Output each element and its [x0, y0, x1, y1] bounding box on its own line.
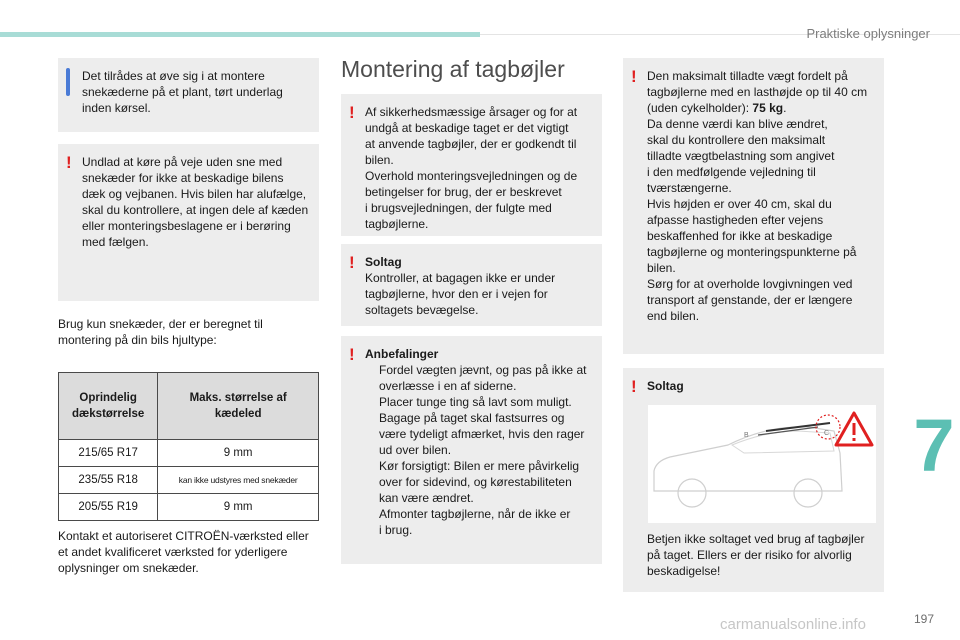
- table-cell: 205/55 R19: [59, 494, 158, 521]
- max-load-value: 75 kg: [752, 101, 784, 115]
- image-label-b: B: [744, 432, 749, 439]
- warning-triangle-icon: [836, 413, 872, 445]
- page-title: Montering af tagbøjler: [341, 56, 565, 82]
- snow-chain-table: [58, 372, 319, 521]
- car-roof-illustration: [648, 405, 876, 523]
- warning-icon: !: [631, 67, 637, 86]
- warning-text: Den maksimalt tilladte vægt fordelt på tagbøjlerne med en lasthøjde op til 40 cm (uden cykelholder): 75 kg. Da denne værdi kan blive ændret, skal du kontrollere den maksimalt tilladte vægtbelastning som angivet i den medfølgende vejledning til tværstængerne. Hvis højden er over 40 cm, skal du afpasse hastigheden efter vejens beskaffenhed for ikke at beskadige tagbøjlerne og monteringspunkterne på bilen. Sørg for at overholde lovgivningen ved transport af genstande, der er længere end bilen.: [647, 69, 868, 323]
- warning-icon: !: [66, 153, 72, 172]
- section-title: Praktiske oplysninger: [806, 26, 930, 41]
- car-roof-svg: [648, 405, 876, 523]
- table-row: [59, 440, 319, 467]
- table-cell: 235/55 R18: [59, 467, 158, 494]
- page-number: 197: [913, 612, 934, 626]
- warning-text: Kontroller, at bagagen ikke er under tagbøjlerne, hvor den er i vejen for soltagets bevægelse.: [365, 271, 556, 317]
- warning-icon: !: [349, 253, 355, 272]
- table-cell: kan ikke udstyres med snekæder: [158, 467, 319, 494]
- table-header-tyre-size: Oprindelig dækstørrelse: [59, 373, 158, 440]
- warning-box-recommendations: [341, 336, 602, 564]
- warning-box-sunroof: [341, 244, 602, 326]
- warning-box-max-load: [623, 58, 884, 354]
- warning-title: Soltag: [365, 255, 402, 269]
- chapter-tab: [908, 400, 960, 492]
- warning-icon: !: [349, 103, 355, 122]
- recommendation-list: [365, 362, 594, 538]
- warning-box-roof-bars: [341, 94, 602, 236]
- list-item: Kør forsigtigt: Bilen er mere påvirkelig over for sidevind, og kørestabiliteten kan være ændret.: [379, 459, 580, 505]
- warning-title: Anbefalinger: [365, 347, 439, 361]
- warning-box-snow-chains: [58, 144, 319, 301]
- chapter-number: 7: [913, 404, 955, 487]
- table-row: [59, 467, 319, 494]
- info-icon: [66, 68, 70, 96]
- warning-title: Soltag: [647, 379, 684, 393]
- warning-icon: !: [631, 377, 637, 396]
- chains-outro: Kontakt et autoriseret CITROËN-værksted eller et andet kvalificeret værksted for yderligere oplysninger om snekæder.: [58, 529, 309, 575]
- list-item: Fordel vægten jævnt, og pas på ikke at overlæsse i en af siderne.: [379, 363, 587, 393]
- warning-text: Undlad at køre på veje uden sne med snekæder for ikke at beskadige bilens dæk og vejbanen. Hvis bilen har alufælge, skal du kontrollere, at ingen dele af kæden eller monteringsbeslagene er i berøring med fælgen.: [82, 155, 309, 249]
- table-cell: 215/65 R17: [59, 440, 158, 467]
- watermark: carmanualsonline.info: [720, 616, 866, 633]
- table-header-link-size: Maks. størrelse af kædeled: [158, 373, 319, 440]
- table-cell: 9 mm: [158, 494, 319, 521]
- info-text: Det tilrådes at øve sig i at montere snekæderne på et plant, tørt underlag inden kørsel.: [82, 69, 283, 115]
- table-cell: 9 mm: [158, 440, 319, 467]
- info-box: [58, 58, 319, 132]
- image-label-c: C: [824, 430, 830, 437]
- warning-text: Af sikkerhedsmæssige årsager og for at undgå at beskadige taget er det vigtigt at anvende tagbøjler, der er godkendt til bilen. Overhold monteringsvejledningen og de betingelser for brug, der er beskrevet i brugsvejledningen, der fulgte med tagbøjlerne.: [365, 105, 578, 231]
- list-item: Placer tunge ting så lavt som muligt.: [379, 395, 572, 409]
- header-accent-bar: [0, 32, 480, 37]
- table-row: [59, 494, 319, 521]
- warning-text: Betjen ikke soltaget ved brug af tagbøjler på taget. Ellers er der risiko for alvorlig beskadigelse!: [647, 532, 865, 578]
- warning-icon: !: [349, 345, 355, 364]
- list-item: Bagage på taget skal fastsurres og være tydeligt afmærket, hvis den rager ud over bilen.: [379, 411, 585, 457]
- chains-intro: Brug kun snekæder, der er beregnet til montering på din bils hjultype:: [58, 317, 263, 347]
- list-item: Afmonter tagbøjlerne, når de ikke er i brug.: [379, 507, 571, 537]
